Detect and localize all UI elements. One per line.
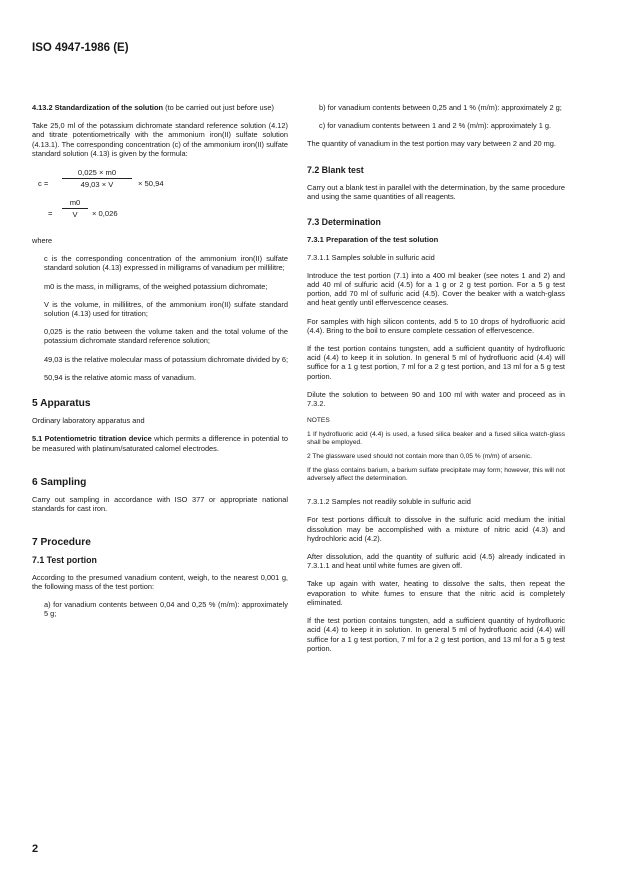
right-column [307,103,565,662]
section-7-1-heading: 7.1 Test portion [32,554,97,565]
definition-c: c is the corresponding concentration of the ammonium iron(II) sulfate standard solution (4.13) expressed in milligrams of vanadium per millilitre; [44,254,288,273]
test-portion-item-c: c) for vanadium contents between 1 and 2 % (m/m): approximately 1 g. [319,121,552,131]
formula-multiplier-2: × 0,026 [92,209,118,219]
definition-5094: 50,94 is the relative atomic mass of vanadium. [44,372,196,382]
page-number: 2 [32,843,39,855]
section-7-3-1-2-paragraph-1: For test portions difficult to dissolve in the sulfuric acid medium the initial dissolution may be accomplished with a mixture of nitric acid (4.3) and hydrochloric acid (4.2). [307,515,565,543]
section-7-1-paragraph: According to the presumed vanadium content, weigh, to the nearest 0,001 g, the following mass of the test portion: [32,572,288,592]
section-7-2-heading: 7.2 Blank test [307,164,364,175]
definition-m0: m0 is the mass, in milligrams, of the weighed potassium dichromate; [44,281,268,291]
formula-equals-2: = [48,209,53,219]
standardization-paragraph-heading [32,103,288,112]
vanadium-quantity-paragraph: The quantity of vanadium in the test portion may vary between 2 and 20 mg. [307,139,556,149]
clause-4-13-2-title: 4.13.2 Standardization of the solution [32,103,163,112]
formula-lhs: c = [38,179,49,189]
note-2: 2 The glassware used should not contain more than 0,05 % (m/m) of arsenic. [307,453,532,461]
formula-fraction-1 [62,168,132,189]
section-7-2-paragraph: Carry out a blank test in parallel with the determination, by the same procedure and using the same quantities of all reagents. [307,182,565,202]
definition-v: V is the volume, in millilitres, of the ammonium iron(II) sulfate standard solution (4.13) used for titration; [44,299,288,319]
formula-numerator-1: 0,025 × m0 [77,168,117,178]
section-7-3-1-2-paragraph-4: If the test portion contains tungsten, add a sufficient quantity of hydrofluoric acid (4.4) to keep it in solution. In general 5 ml of hydrofluoric acid (4.4) will suffice for a 1 g test portion, 7 ml for a 2 g test portion, and 13 ml for a 5 g test portion. [307,616,565,653]
section-5-paragraph: Ordinary laboratory apparatus and [32,416,145,426]
concentration-formula [32,168,288,224]
section-7-heading: 7 Procedure [32,537,91,549]
section-7-3-1-1-paragraph-2: For samples with high silicon contents, add 5 to 10 drops of hydrofluoric acid (4.4). Bring to the boil to ensure complete cessation of effervescence. [307,316,565,335]
standardization-paragraph: Take 25,0 ml of the potassium dichromate standard reference solution (4.12) and titrate potentiometrically with the ammonium iron(II) sulfate solution (4.13.1). The corresponding concentration (c) of the ammonium iron(II) sulfate standard solution (4.13) is given by the formula: [32,121,288,158]
formula-numerator-2: m0 [69,198,81,208]
section-5-heading: 5 Apparatus [32,398,91,410]
definition-0025: 0,025 is the ratio between the volume taken and the total volume of the potassium dichromate standard reference solution; [44,327,288,346]
section-7-3-1-2-paragraph-2: After dissolution, add the quantity of sulfuric acid (4.5) already indicated in 7.3.1.1 and heat until white fumes are given off. [307,552,565,571]
section-7-3-1-1-paragraph-4: Dilute the solution to between 90 and 100 ml with water and proceed as in 7.3.2. [307,389,565,409]
formula-fraction-2 [62,198,88,219]
section-7-3-1-1-heading: 7.3.1.1 Samples soluble in sulfuric acid [307,252,435,262]
section-7-3-heading: 7.3 Determination [307,217,381,228]
definition-4903: 49,03 is the relative molecular mass of potassium dichromate divided by 6; [44,354,289,364]
section-7-3-1-1-paragraph-3: If the test portion contains tungsten, add a sufficient quantity of hydrofluoric acid (4.4) to keep it in solution. In general 5 ml of hydrofluoric acid (4.4) will suffice for a 1 g test portion, 7 ml for a 2 g test portion, and 13 ml for a 5 g test portion. [307,344,565,381]
note-2-continued: If the glass contains barium, a barium sulfate precipitate may form; however, this will not adversely affect the determination. [307,467,565,483]
section-7-3-1-2-heading: 7.3.1.2 Samples not readily soluble in sulfuric acid [307,497,471,507]
section-6-paragraph: Carry out sampling in accordance with ISO 377 or appropriate national standards for cast iron. [32,495,288,514]
section-7-3-1-1-paragraph-1: Introduce the test portion (7.1) into a 400 ml beaker (see notes 1 and 2) and add 40 ml of sulfuric acid (4.5) for a 1 g or 2 g test portion. For a 5 g test portion, add 70 ml of sulfuric acid (4.5). Cover the beaker with a watch-glass and heat gently until effervescence ceases. [307,270,565,308]
where-label: where [32,236,53,246]
notes-heading: NOTES [307,417,330,425]
test-portion-item-a: a) for vanadium contents between 0,04 and 0,25 % (m/m): approximately 5 g; [44,600,288,619]
section-7-3-1-2-paragraph-3: Take up again with water, heating to dissolve the salts, then repeat the evaporation to white fumes to ensure that the nitric acid is completely eliminated. [307,579,565,607]
section-6-heading: 6 Sampling [32,476,87,488]
left-column [32,103,288,628]
clause-4-13-2-note: (to be carried out just before use) [165,103,274,112]
formula-denominator-2: V [72,210,78,220]
document-header: ISO 4947-1986 (E) [32,42,129,54]
formula-multiplier-1: × 50,94 [138,179,164,189]
note-1: 1 If hydrofluoric acid (4.4) is used, a fused silica beaker and a fused silica watch-glass shall be employed. [307,431,565,447]
section-5-1-paragraph [32,434,288,452]
section-5-1-title: 5.1 Potentiometric titration device [32,434,152,444]
section-7-3-1-heading: 7.3.1 Preparation of the test solution [307,235,439,245]
section-5-1-text: which permits a difference in potential to be measured with platinum/saturated calomel electrodes. [32,434,288,453]
formula-denominator-1: 49,03 × V [80,180,114,190]
test-portion-item-b: b) for vanadium contents between 0,25 and 1 % (m/m): approximately 2 g; [319,103,562,112]
